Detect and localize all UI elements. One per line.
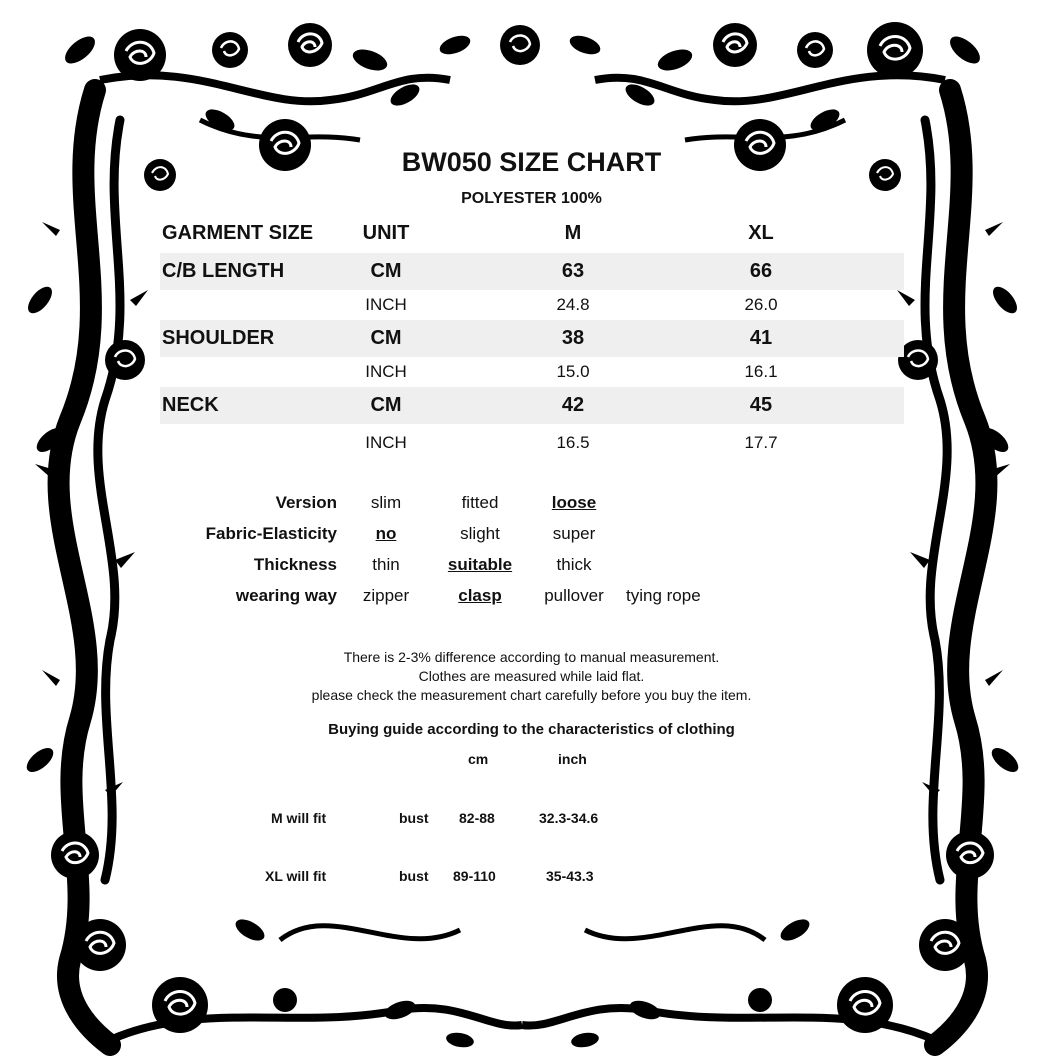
row-unit: CM [370, 394, 402, 416]
note-line: There is 2-3% difference according to manual measurement. [343, 649, 720, 665]
guide-cm: 82-88 [459, 810, 495, 826]
row-value-xl: 66 [749, 260, 773, 282]
feature-option: super [552, 524, 596, 543]
table-row [160, 357, 904, 387]
feature-label-elasticity: Fabric-Elasticity [205, 524, 337, 543]
feature-option: slim [370, 493, 402, 512]
feature-option: pullover [544, 586, 604, 605]
feature-label-version: Version [275, 493, 337, 512]
feature-option-selected: clasp [458, 586, 502, 605]
row-value-xl: 45 [749, 394, 773, 416]
feature-option: thin [372, 555, 400, 574]
guide-cm: 89-110 [453, 868, 496, 884]
feature-option: thick [556, 555, 592, 574]
header-size-xl: XL [748, 221, 774, 244]
guide-part: bust [399, 868, 429, 884]
table-row [160, 253, 904, 290]
row-value-m: 38 [561, 327, 585, 349]
row-value-m: 24.8 [556, 295, 590, 314]
guide-part: bust [399, 810, 429, 826]
table-row [160, 424, 904, 461]
size-table [160, 216, 904, 461]
guide-unit-inch: inch [558, 751, 587, 767]
table-header-row [160, 216, 904, 250]
feature-option-selected: no [375, 524, 397, 543]
header-garment-size: GARMENT SIZE [162, 221, 314, 244]
feature-label-thickness: Thickness [253, 555, 337, 574]
guide-unit-cm: cm [468, 751, 489, 767]
row-value-xl: 26.0 [744, 295, 778, 314]
feature-option: fitted [461, 493, 499, 512]
table-row [160, 320, 904, 357]
row-unit: INCH [365, 362, 407, 381]
guide-size: M will fit [271, 810, 327, 826]
row-label: C/B LENGTH [162, 260, 285, 282]
row-unit: INCH [365, 295, 407, 314]
guide-inch: 35-43.3 [546, 868, 594, 884]
row-unit: CM [370, 327, 402, 349]
row-label: SHOULDER [162, 327, 275, 349]
note-line: please check the measurement chart carefully before you buy the item. [311, 687, 752, 703]
feature-option-selected: loose [551, 493, 597, 512]
guide-size: XL will fit [265, 868, 327, 884]
feature-label-wearing-way: wearing way [235, 586, 337, 605]
row-value-m: 16.5 [556, 432, 590, 452]
row-value-xl: 16.1 [744, 362, 778, 381]
guide-inch: 32.3-34.6 [539, 810, 599, 826]
row-value-m: 15.0 [556, 362, 590, 381]
row-unit: INCH [365, 432, 407, 452]
buying-guide-title: Buying guide according to the characteristics of clothing [328, 721, 735, 738]
header-size-m: M [564, 221, 582, 244]
row-label: NECK [162, 394, 219, 416]
row-value-xl: 41 [749, 327, 773, 349]
table-row [160, 387, 904, 424]
row-value-xl: 17.7 [744, 432, 778, 452]
row-value-m: 63 [561, 260, 585, 282]
page-title: BW050 SIZE CHART [401, 147, 662, 177]
note-line: Clothes are measured while laid flat. [418, 668, 645, 684]
row-value-m: 42 [561, 394, 585, 416]
header-unit: UNIT [362, 221, 410, 244]
feature-option: slight [460, 524, 500, 543]
table-row [160, 290, 904, 320]
feature-option: zipper [362, 586, 410, 605]
feature-option: tying rope [626, 586, 701, 605]
row-unit: CM [370, 260, 402, 282]
material-label: POLYESTER 100% [461, 190, 602, 207]
feature-option-selected: suitable [447, 555, 513, 574]
